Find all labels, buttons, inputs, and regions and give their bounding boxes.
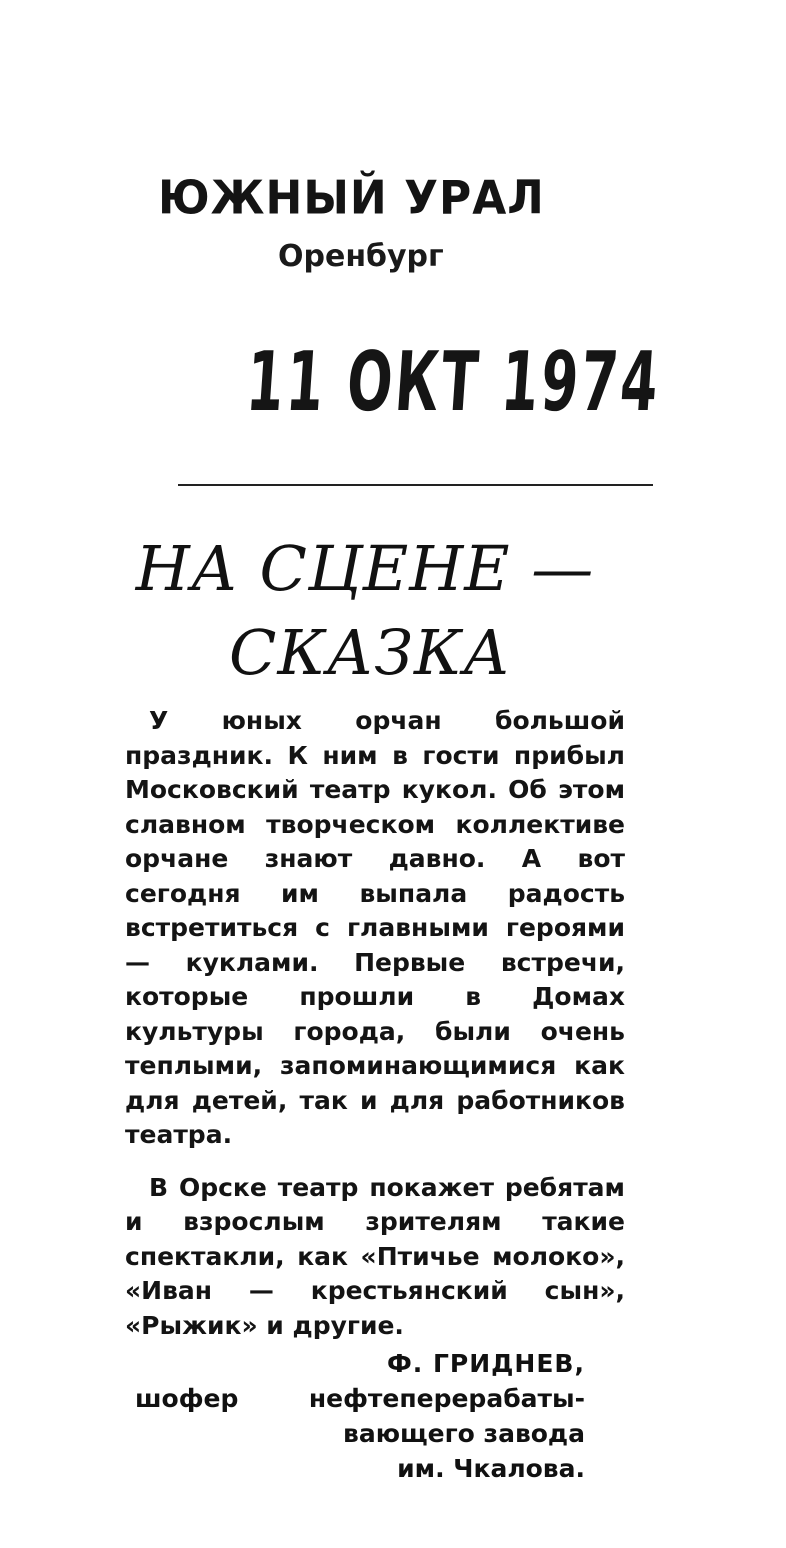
article-body xyxy=(125,704,625,1361)
newspaper-stamp xyxy=(150,165,664,505)
article-paragraph-1: У юных орчан большой праздник. К ним в гости прибыл Московский театр кукол. Об этом славном творческом коллективе орчане знают давно. А вот сегодня им выпала радость встретиться с главными героями — куклами. Первые встречи, которые прошли в Домах культуры города, были очень теплыми, запоминающимися как для детей, так и для работников театра. xyxy=(125,706,625,1149)
newspaper-name: ЮЖНЫЙ УРАЛ xyxy=(158,171,545,226)
author-job-line-1 xyxy=(125,1381,585,1416)
headline-line-1: НА СЦЕНЕ — xyxy=(135,532,595,605)
divider-rule xyxy=(178,484,653,486)
publication-date: 11 ОКТ 1974 xyxy=(243,335,664,430)
author-job-rest: нефтеперерабаты- xyxy=(308,1384,585,1413)
author-name: Ф. ГРИДНЕВ, xyxy=(387,1349,585,1378)
author-job-line-2: вающего завода xyxy=(343,1419,585,1448)
author-signature xyxy=(125,1346,585,1486)
author-job-word: шофер xyxy=(135,1384,239,1413)
headline-line-2: СКАЗКА xyxy=(229,616,511,689)
article-paragraph-2: В Орске театр покажет ребятам и взрослым зрителям такие спектакли, как «Птичье молоко», «Иван — крестьянский сын», «Рыжик» и другие. xyxy=(125,1172,625,1340)
author-job-line-3: им. Чкалова. xyxy=(397,1454,585,1483)
newspaper-city: Оренбург xyxy=(278,239,444,274)
